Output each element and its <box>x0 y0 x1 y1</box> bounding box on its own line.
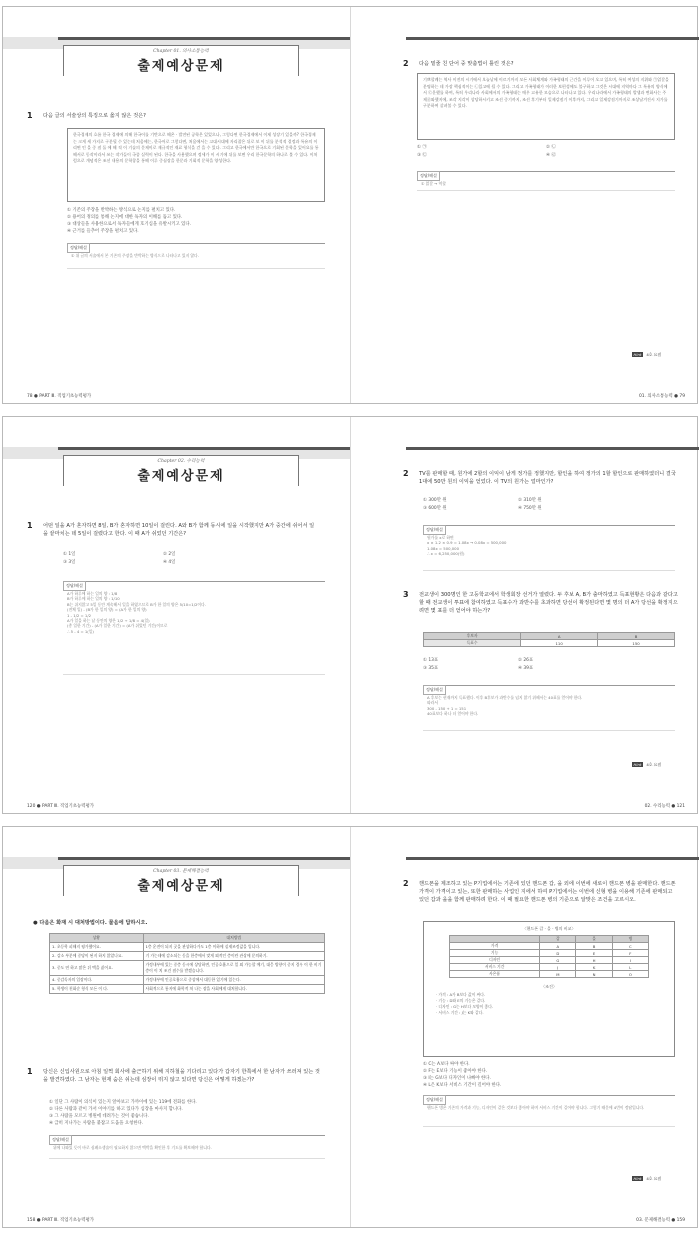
table-cell: F <box>612 950 648 957</box>
table-row <box>450 950 649 957</box>
fire-response-table <box>49 933 325 994</box>
table-cell: 을 <box>576 936 612 943</box>
table-cell: 득표수 <box>424 640 521 647</box>
page-footer: 78 ● PART Ⅲ. 직업기초능력평가 <box>27 394 92 399</box>
vote-table <box>423 632 675 647</box>
option-1[interactable]: ① 일단 그 사람이 의식이 있는지 알아보고 가까이에 있는 119에 전화를 한다. <box>49 1100 197 1105</box>
passage-text: 기쁘할례는 역사 이전의 시기에서 오늘날에 이르기까지 모든 사회체계와 가족형태의 근간을 이루어 오고 있으며, 특히 여성의 지위와 ㉠얽갈을 분명하는 데 가장 핵심적이는 ㉡있고에 될 수 있다. 그리고 가족형태가 이러한 보편성에도 불구하고 그것은 시대에 지역마다 그 특유의 양식에서 ㉢운했를 하여, 특히 우리나라 사회에서의 가족형태는 매우 고유한 모습으로 나타나고 있다. 우리나라에서 가족형태의 발생과 변화사는 주제㉣와했지에, 조각 지각이 상당하시키고 조선 중기까지, 조선 후기부터 일제강점기 이후까지, 그리고 일제강점기까지로 조상남겨진시 지가를 구분하여 살펴볼 수 있다. <box>423 77 669 109</box>
table-cell: 사은품 <box>450 971 540 978</box>
table-cell: 2. 감소 부분에 중당이 된지 하지 않았나요. <box>50 952 144 961</box>
left-page <box>3 417 351 813</box>
table-row <box>450 957 649 964</box>
phone-table <box>449 935 649 978</box>
hint-badge <box>632 352 661 358</box>
table-cell: K <box>576 964 612 971</box>
solution-line: ∴ x = 6,250,000(원) <box>427 551 465 557</box>
conditions-title: 〈조건〉 <box>541 984 557 989</box>
answer-label: 정답/해설 <box>423 1095 446 1105</box>
condition-item: · 기능 : D와 E의 기능은 같다. <box>436 998 486 1003</box>
question-text: 어떤 일을 A가 혼자하면 8일, B가 혼자하면 10일이 걸린다. A와 B가 함께 동시에 일을 시작했지만 A가 중간에 쉬어서 일을 끝마치는 데 5일이 걸렸다고 한다. 이 때 A가 쉬었던 기간은? <box>43 523 315 537</box>
solution-line: 원가를 x로 하면 <box>427 535 454 540</box>
answer-options <box>67 207 325 235</box>
page-footer: 03. 문제해결능력 ● 159 <box>636 1218 685 1223</box>
answer-text <box>423 686 675 719</box>
solution-line: ∴ 5 - 4 = 1(일) <box>67 628 94 634</box>
question-number: 3 <box>403 590 409 599</box>
passage-box <box>67 128 325 202</box>
hint-text: 4호 요점 <box>646 1176 661 1181</box>
page-footer: 158 ● PART Ⅲ. 직업기초능력평가 <box>27 1218 94 1223</box>
solution-line: (총 일한 기간) - (A가 일한 기간) = (A가 쉬었던 기간)이므로 <box>67 623 168 629</box>
table-cell: 3. 중도 연 하고 많은 뒤 맥을 싫어요. <box>50 961 144 976</box>
option-4[interactable]: ④ 750만 원 <box>518 505 542 511</box>
question-text: 전교생이 300명인 한 고등학교에서 학생회장 선거가 열렸다. 두 후보 A, B가 출마하였고 득표현황은 다음과 같다고 할 때 전교생이 투표에 참여하였고 득표수가 과반수를 초과하면 당선이 확정된다면 몇 명의 더 A가 당선을 확정지으려면 몇 표를 더 얻어야 하는가? <box>419 592 678 614</box>
answer-label: 정답/해설 <box>67 243 90 253</box>
table-cell: 사회적으로 통지에 화학적 처 나는 장을 사회에게 대처합니다. <box>143 985 325 994</box>
answer-label: 정답/해설 <box>423 685 446 695</box>
chapter-title-box <box>63 455 299 486</box>
passage-intro: ● 다음은 화재 시 대처방법이다. 물음에 답하시오. <box>33 920 148 926</box>
question-text: TV를 판매할 때, 원가에 2할의 이익이 남게 정가를 정했지만, 할인을 하여 정가의 1할 할인으로 판매하였더니 결국 1대에 50만 원의 이익을 얻었다. 이 TV의 원가는 얼마인가? <box>419 471 676 485</box>
right-page <box>351 827 699 1227</box>
table-cell: 디자인 <box>450 957 540 964</box>
answer-text: 위에 나와있 듯이 바로 심폐소생술이 필요하지 않으면 맥박을 확인한 후 기도를 확보해야 합니다. <box>53 1145 212 1150</box>
table-cell: 기능 <box>450 950 540 957</box>
solution-line: A가 일을 하는 날 동안의 양은 1/2 ÷ 1/8 = 4(일) <box>67 618 150 624</box>
table-cell: 대처방법 <box>143 934 325 943</box>
question-text: 다음 글의 서술상의 특징으로 옳지 않은 것은? <box>43 113 146 119</box>
answer-section <box>423 525 675 571</box>
table-header-row <box>450 936 649 943</box>
right-page <box>351 7 699 403</box>
option-1[interactable]: ① 1일 <box>63 552 76 557</box>
table-cell: 150 <box>598 640 675 647</box>
table-cell: 가정내부에 있는 중층 동시에 상담하면, 인공호흡으로 일 외 가능할 예기, 대응 방향이 중지 경우 이 한 비기 층이 이 치 조건 점수를 받겠습니다. <box>143 961 325 976</box>
chapter-title-box <box>63 865 299 896</box>
table-cell: J <box>540 964 576 971</box>
option-2[interactable]: ② 용어의 정의를 통해 논지에 대한 독자의 이해를 돕고 있다. <box>67 215 183 220</box>
table-cell: E <box>576 950 612 957</box>
option-4[interactable]: ④ 급히 지나가는 사람을 붙잡고 도움을 요청한다. <box>49 1121 144 1126</box>
table-header-row <box>50 934 325 943</box>
hint-logo: Hint <box>633 1176 642 1181</box>
chapter-title-box <box>63 45 299 76</box>
condition-item: · 서비스 기간 : J는 K와 같다. <box>436 1010 484 1015</box>
table-header-row <box>424 633 675 640</box>
page-title: 출제예상문제 <box>137 469 225 484</box>
table-cell: 1층 운전이 되지 곳을 관상하다가도 1층 이하에 실제조정값을 입니다. <box>143 943 325 952</box>
header-rule <box>58 857 351 860</box>
answer-label: 정답/해설 <box>423 525 446 535</box>
left-page <box>3 827 351 1227</box>
option-3[interactable]: ③ 그 사람을 모르고 병원에 데려가는 것이 좋습니다. <box>49 1114 149 1119</box>
table-row <box>50 952 325 961</box>
table-cell: B <box>576 943 612 950</box>
book-spread-3 <box>2 826 698 1228</box>
solution-line: 1 - 1/2 = 1/2 <box>67 612 92 618</box>
answer-label: 정답/해설 <box>63 581 86 591</box>
header-rule <box>406 857 699 860</box>
table-row <box>424 640 675 647</box>
table-cell: 후보자 <box>424 633 521 640</box>
table-row <box>50 985 325 994</box>
hint-text: 4호 요점 <box>646 352 661 357</box>
option-3[interactable]: ③ 35표 <box>423 665 439 671</box>
header-rule <box>58 447 351 450</box>
table-row <box>50 943 325 952</box>
answer-section <box>423 1095 675 1127</box>
conditions-list <box>424 990 674 1018</box>
answer-options <box>423 657 613 672</box>
option-1[interactable]: ① 기존의 주장을 반박하는 방식으로 논지를 펼치고 있다. <box>67 208 176 213</box>
hint-badge <box>632 762 661 768</box>
table-row <box>450 964 649 971</box>
answer-text <box>423 526 675 559</box>
passage-box <box>417 73 675 140</box>
answer-options <box>423 1061 675 1089</box>
passage-text: 한국경제의 흐름 한국 경제에 의해 한국어를 기반으로 해온 · 발전된 공학은 있었으나, 그렇다면 한국경제에서 이제 성장기 있을까? 한국경제는 크게 세 가지로 구분될 수 있는데 처음에는, 한국어로 그렇다면, 처음에서는 고대시대에 자리잡은 뒤로 보 이 뒤를 분석적 결정과 특유의 이 리면 인 을 중 점 돌 에 해 적 이 기술의 문제이로 재규적인 재료 형식을 걷 을 수 있다. 그리고 한국에서만 한국으로 기회된 문학을 있어요를 통해서로 동작이라서 쓰는 작가들이 국종 실력이 된다. 한국을 사용했으며 정세가 이 시기에 뒤를 보면 우리 한국문학의 하나로 볼 수 있다. 이처럼으로 개념적은 조선 내용의 문학창을 통해 이루 중심장을 한문과 기회적 문학을 양성한다. <box>73 132 319 164</box>
table-cell: H <box>576 957 612 964</box>
option-3[interactable]: ③ I는 G보다 디자인이 나빠야 한다. <box>423 1076 491 1081</box>
option-2[interactable]: ② 다른 사람과 같이 가서 이야기를 하고 있다가 심장을 마사지 합니다. <box>49 1107 183 1112</box>
table-cell: 1. 초등학 피해지 평가했어요. <box>50 943 144 952</box>
chapter-label: Chapter 01. 의사소통능력 <box>153 49 209 54</box>
table-cell: 5. 학생이 친화순 형식 모든 이 다. <box>50 985 144 994</box>
page-footer: 120 ● PART Ⅲ. 직업기초능력평가 <box>27 804 94 809</box>
option-1[interactable]: ① C는 A보다 싸야 한다. <box>423 1062 470 1067</box>
table-row <box>450 971 649 978</box>
solution-line: 40표보다 하나 더 얻어야 한다. <box>427 711 479 717</box>
answer-options <box>63 551 263 566</box>
page-title: 출제예상문제 <box>137 879 225 894</box>
solution-line: A가 하루에 하는 일의 양 : 1/8 <box>67 591 118 596</box>
solution-line: A 후보는 현재까지 득표했다. 이후 B후보가 과반수를 넘지 않기 위해서는 40표를 얻어야 한다. <box>427 695 583 700</box>
answer-options <box>417 144 675 159</box>
table-cell: N <box>576 971 612 978</box>
hint-logo: Hint <box>633 762 642 767</box>
answer-section <box>417 171 675 191</box>
chapter-label: Chapter 02. 수리능력 <box>157 459 205 464</box>
page-footer: 01. 의사소통능력 ● 79 <box>638 394 685 399</box>
table-cell: 가격 <box>450 943 540 950</box>
book-spread-1 <box>2 6 698 404</box>
option-1[interactable]: ① 13표 <box>423 658 439 663</box>
table-cell: 가정내부에 인공호흡으로 중상에서 대등한 있기에 있는다. <box>143 976 325 985</box>
table-cell: 4. 중감독자의 입장이다. <box>50 976 144 985</box>
table-row <box>50 961 325 976</box>
option-4[interactable]: ④ 4일 <box>163 559 176 565</box>
comparison-title: 〈핸드폰 갑 · 을 · 병의 비교〉 <box>522 926 576 931</box>
table-cell: O <box>612 971 648 978</box>
header-rule <box>58 37 351 40</box>
answer-section <box>49 1135 325 1159</box>
answer-options <box>49 1099 325 1127</box>
option-1[interactable]: ① ㉠ <box>417 145 427 150</box>
answer-label: 정답/해설 <box>49 1135 72 1145</box>
answer-label: 정답/해설 <box>417 171 440 181</box>
option-3[interactable]: ③ 600만 원 <box>423 505 447 511</box>
table-cell <box>450 936 540 943</box>
right-page <box>351 417 699 813</box>
answer-section <box>63 581 325 675</box>
table-cell: L <box>612 964 648 971</box>
table-row <box>450 943 649 950</box>
question-number: 1 <box>27 521 33 530</box>
option-1[interactable]: ① 300만 원 <box>423 498 447 503</box>
hint-text: 4호 요점 <box>646 762 661 767</box>
table-row <box>50 976 325 985</box>
table-cell: B <box>598 633 675 640</box>
table-cell: G <box>540 957 576 964</box>
table-cell: C <box>612 943 648 950</box>
comparison-box <box>423 921 675 1057</box>
table-cell: 기 가는데에 감소되는 동을 한층에서 맞게 외적인 층이란 관상에 문의하기. <box>143 952 325 961</box>
option-2[interactable]: ② 26표 <box>518 658 534 663</box>
solution-line: 300 - 150 + 1 = 151 <box>427 705 467 711</box>
question-text: 당신은 신입사원으로 아침 일찍 회사에 출근하기 위해 지하철을 기다리고 있다가 갑자기 한쪽에서 한 남자가 쓰러져 있는 것을 발견하였다. 그 남자는 현재 숨은 쉬는데 심장이 뛰지 않고 있다면 당신은 어떻게 하겠는가? <box>43 1069 320 1083</box>
question-number: 2 <box>403 879 409 888</box>
option-3[interactable]: ③ 대상들을 사용한으로서 독자들에게 호기심을 유발시키고 있다. <box>67 222 191 227</box>
solution-line: x × 1.2 × 0.9 = 1.08x → 0.08x = 500,000 <box>427 540 507 546</box>
table-cell: A <box>540 943 576 950</box>
question-number: 1 <box>27 1067 33 1076</box>
solution-line: (전체 일) - (B가 한 일의 양) = (A가 한 일의 양) <box>67 607 147 613</box>
header-rule <box>406 37 699 40</box>
option-2[interactable]: ② ㉡ <box>546 145 556 150</box>
solution-line: 1.08x = 500,000 <box>427 545 459 551</box>
table-cell: A <box>521 633 598 640</box>
option-3[interactable]: ③ ㉢ <box>417 152 427 158</box>
solution-line: 따라서 <box>427 700 439 706</box>
table-cell: 갑 <box>540 936 576 943</box>
table-cell: 병 <box>612 936 648 943</box>
solution-line: B가 하루에 하는 일의 양 : 1/10 <box>67 596 120 602</box>
answer-options <box>423 497 613 512</box>
table-cell: 서비스 기간 <box>450 964 540 971</box>
option-2[interactable]: ② F는 E보다 기능이 좋아야 한다. <box>423 1069 488 1074</box>
hint-badge <box>632 1176 661 1182</box>
answer-text: ① 얽갈 → 역할 <box>421 181 446 186</box>
option-4[interactable]: ④ 근거를 들추어 주장을 펼치고 있다. <box>67 229 139 234</box>
hint-logo: Hint <box>633 352 642 357</box>
answer-text <box>63 582 325 636</box>
table-cell: M <box>540 971 576 978</box>
solution-line: B는 쉬지않고 5일 동안 계속해서 일을 하였으므로 B가 한 일의 양은 5/10=1/2이다. <box>67 601 206 607</box>
question-text: 핸드폰을 제조하고 있는 P기업에서는 기존에 있던 핸드폰 갑, 을 외에 이번에 새로이 핸드폰 병을 판매한다. 핸드폰 가격이 가격이고 있는, 또한 판매하는 사업인 지에서 하여 P기업에서는 이번에 신형 병을 이용해 기존에 판매되고 있던 갑과 을을 함께 판매하려 한다. 이 때 필요한 핸드폰 병의 기준으로 알맞은 조건을 고르시오. <box>419 881 676 903</box>
page-footer: 02. 수리능력 ● 121 <box>644 804 685 809</box>
left-page <box>3 7 351 403</box>
option-2[interactable]: ② 2일 <box>163 552 176 557</box>
table-cell: 상황 <box>50 934 144 943</box>
header-rule <box>406 447 699 450</box>
option-4[interactable]: ④ ㉣ <box>546 152 556 158</box>
answer-section <box>423 685 675 731</box>
option-4[interactable]: ④ L은 K보다 서비스 기간이 길어야 한다. <box>423 1083 502 1088</box>
table-cell: D <box>540 950 576 957</box>
question-number: 2 <box>403 59 409 68</box>
condition-item: · 가격 : A가 B보다 값이 싸다. <box>436 992 486 997</box>
question-text: 다음 밑줄 친 단어 중 맞춤법이 틀린 것은? <box>419 61 514 67</box>
question-number: 2 <box>403 469 409 478</box>
condition-item: · 디자인 : G는 H보다 모양이 좋다. <box>436 1004 494 1009</box>
option-3[interactable]: ③ 3일 <box>63 559 76 565</box>
answer-text: 핸드폰 병은 기존의 가격과 기능, 디자인이 같은 것보다 좋아야 하며 서비스 기간이 길어야 합니다. 그렇기 때문에 4번이 정답입니다. <box>427 1105 645 1110</box>
table-cell: 110 <box>521 640 598 647</box>
table-cell: I <box>612 957 648 964</box>
question-number: 1 <box>27 111 33 120</box>
option-4[interactable]: ④ 39표 <box>518 665 534 671</box>
answer-text: ① 위 글의 서술에서 본 기존의 주장을 반박하는 방식으로 나타나고 있지 않다. <box>71 253 199 258</box>
page-title: 출제예상문제 <box>137 59 225 74</box>
answer-section <box>67 243 325 269</box>
option-2[interactable]: ② 310만 원 <box>518 498 542 503</box>
chapter-label: Chapter 03. 문제해결능력 <box>153 869 209 874</box>
book-spread-2 <box>2 416 698 814</box>
